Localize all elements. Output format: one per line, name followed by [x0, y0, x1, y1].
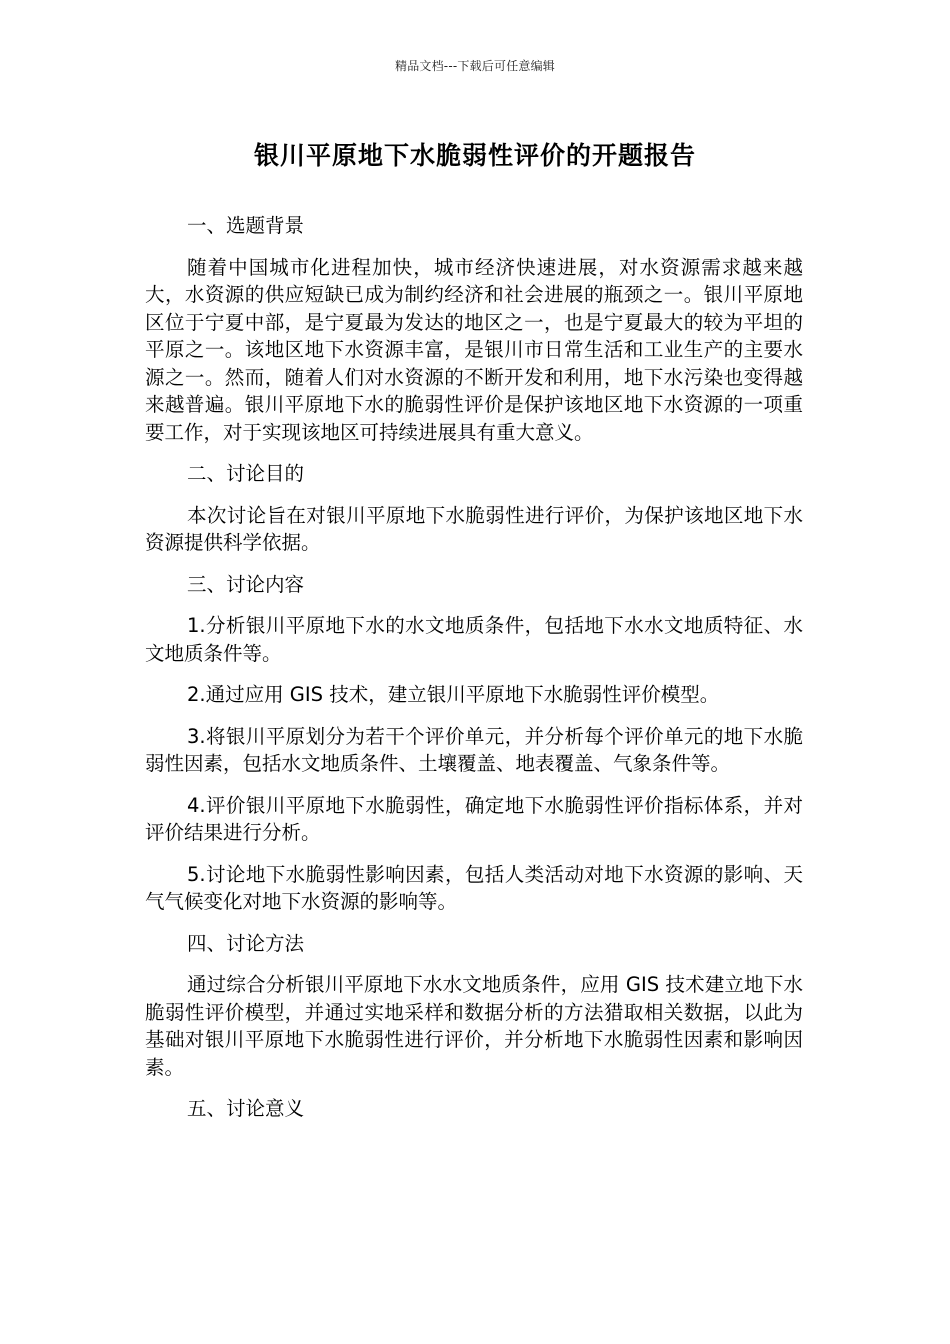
section-heading-method: 四、讨论方法 [187, 931, 305, 955]
section-heading-purpose: 二、讨论目的 [187, 462, 305, 485]
paragraph-method: 通过综合分析银川平原地下水水文地质条件，应用 GIS 技术建立地下水脆弱性评价模型，并通过实地采样和数据分析的方法猎取相关数据，以此为基础对银川平原地下水脆弱性进行评价，并分析地下水脆弱性因素和影响因素。 [145, 973, 803, 1079]
section-heading-significance: 五、讨论意义 [187, 1097, 305, 1120]
paragraph-content-item-5: 5.讨论地下水脆弱性影响因素，包括人类活动对地下水资源的影响、天气气候变化对地下水资源的影响等。 [145, 862, 803, 913]
section-heading-background: 一、选题背景 [187, 214, 305, 237]
paragraph-content-item-1: 1.分析银川平原地下水的水文地质条件，包括地下水水文地质特征、水文地质条件等。 [145, 614, 803, 665]
header-note: 精品文档---下载后可任意编辑 [395, 59, 555, 73]
document-body [145, 212, 803, 1137]
paragraph-background: 随着中国城市化进程加快，城市经济快速进展，对水资源需求越来越大，水资源的供应短缺已成为制约经济和社会进展的瓶颈之一。银川平原地区位于宁夏中部，是宁夏最为发达的地区之一，也是宁夏最大的较为平坦的平原之一。该地区地下水资源丰富，是银川市日常生活和工业生产的主要水源之一。然而，随着人们对水资源的不断开发和利用，地下水污染也变得越来越普遍。银川平原地下水的脆弱性评价是保护该地区地下水资源的一项重要工作，对于实现该地区可持续进展具有重大意义。 [145, 255, 803, 444]
paragraph-purpose: 本次讨论旨在对银川平原地下水脆弱性进行评价，为保护该地区地下水资源提供科学依据。 [145, 503, 803, 554]
paragraph-content-item-4: 4.评价银川平原地下水脆弱性，确定地下水脆弱性评价指标体系，并对评价结果进行分析。 [145, 793, 803, 844]
paragraph-content-item-2: 2.通过应用 GIS 技术，建立银川平原地下水脆弱性评价模型。 [187, 683, 720, 706]
section-heading-content: 三、讨论内容 [187, 572, 305, 596]
page-title: 银川平原地下水脆弱性评价的开题报告 [253, 141, 696, 170]
paragraph-content-item-3: 3.将银川平原划分为若干个评价单元，并分析每个评价单元的地下水脆弱性因素，包括水文地质条件、土壤覆盖、地表覆盖、气象条件等。 [145, 724, 803, 775]
